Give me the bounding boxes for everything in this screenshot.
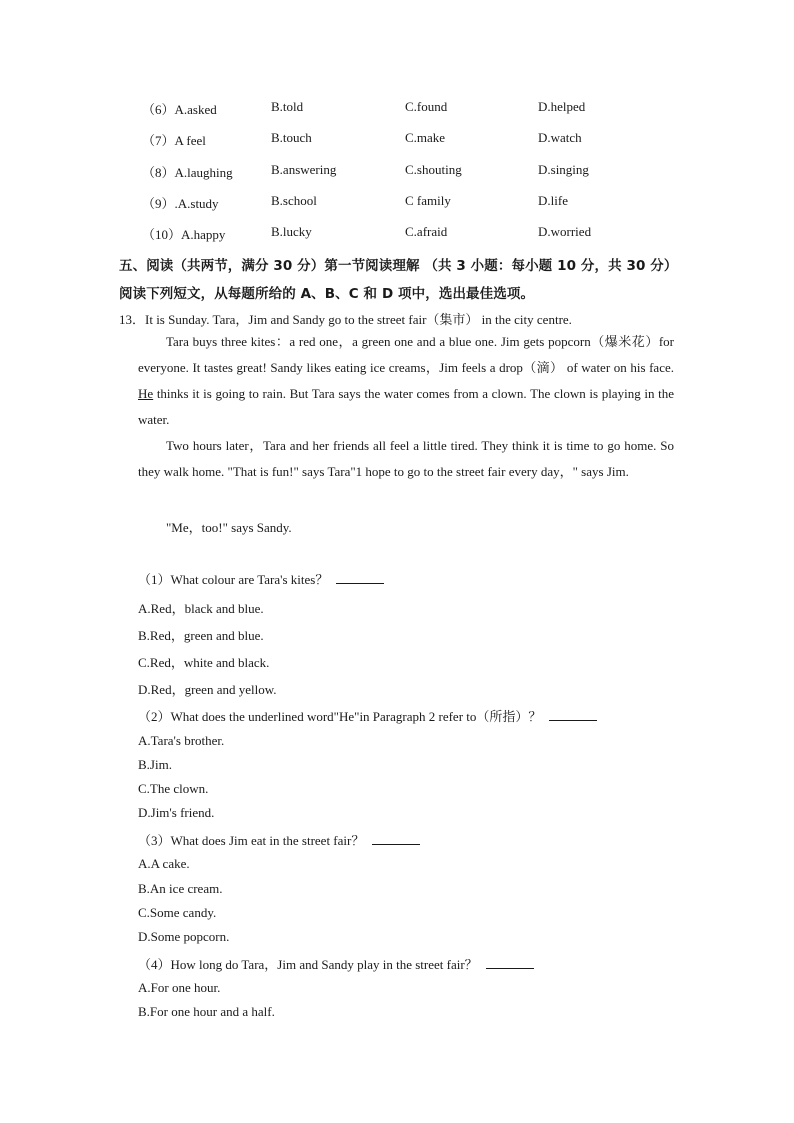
option-a: （9）.A.study: [142, 196, 219, 211]
question-text: （1）What colour are Tara's kites？: [138, 572, 329, 587]
section-instruction: 阅读下列短文，从每题所给的 A、B、C 和 D 项中，选出最佳选项。: [119, 286, 535, 302]
answer-option: A.For one hour.: [138, 980, 221, 995]
option-c: C family: [405, 193, 451, 208]
passage-paragraph: "Me，too!" says Sandy.: [166, 520, 292, 535]
option-c: C.afraid: [405, 224, 448, 239]
question-text: （4）How long do Tara，Jim and Sandy play in the street fair？: [138, 957, 478, 972]
underlined-word: He: [138, 386, 154, 401]
answer-option: D.Jim's friend.: [138, 805, 215, 820]
option-a: （6）A.asked: [142, 102, 217, 117]
answer-option: C.Some candy.: [138, 905, 217, 920]
option-b: B.touch: [271, 130, 312, 145]
option-b: B.school: [271, 193, 317, 208]
option-b: B.told: [271, 99, 304, 114]
option-a: （10）A.happy: [142, 227, 226, 242]
passage-paragraph: [138, 329, 674, 433]
passage-intro: 13．It is Sunday. Tara，Jim and Sandy go to the street fair（集市） in the city centre.: [119, 312, 572, 327]
passage-paragraph: Two hours later，Tara and her friends all feel a little tired. They think it is time to go home. So they walk home. "That is fun!" says Tara"1 hope to go to the street fair every day，" says Jim.: [138, 438, 674, 479]
option-d: D.watch: [538, 130, 582, 145]
question-1: [138, 569, 384, 588]
option-d: D.life: [538, 193, 568, 208]
answer-option: B.Red，green and blue.: [138, 628, 264, 643]
option-row: [0, 193, 794, 213]
paragraph-text: thinks it is going to rain. But Tara says the water comes from a clown. The clown is playing in the water.: [138, 386, 674, 427]
answer-option: D.Some popcorn.: [138, 929, 230, 944]
answer-blank[interactable]: [336, 573, 384, 584]
option-d: D.singing: [538, 162, 589, 177]
answer-blank[interactable]: [486, 958, 534, 969]
answer-option: D.Red，green and yellow.: [138, 682, 277, 697]
option-c: C.make: [405, 130, 446, 145]
question-text: （2）What does the underlined word"He"in Paragraph 2 refer to（所指）？: [138, 709, 542, 724]
option-a: （7）A feel: [142, 133, 206, 148]
option-d: D.worried: [538, 224, 592, 239]
option-row: [0, 162, 794, 182]
answer-option: A.Red，black and blue.: [138, 601, 264, 616]
option-b: B.lucky: [271, 224, 312, 239]
option-c: C.found: [405, 99, 448, 114]
answer-blank[interactable]: [549, 710, 597, 721]
question-2: [138, 706, 597, 725]
answer-option: A.Tara's brother.: [138, 733, 225, 748]
option-row: [0, 99, 794, 119]
question-4: [138, 954, 534, 973]
answer-option: A.A cake.: [138, 856, 190, 871]
option-a: （8）A.laughing: [142, 165, 233, 180]
option-b: B.answering: [271, 162, 337, 177]
option-c: C.shouting: [405, 162, 462, 177]
answer-blank[interactable]: [372, 834, 420, 845]
option-row: [0, 130, 794, 150]
answer-option: B.An ice cream.: [138, 881, 223, 896]
option-row: [0, 224, 794, 244]
answer-option: B.Jim.: [138, 757, 172, 772]
question-text: （3）What does Jim eat in the street fair？: [138, 833, 365, 848]
answer-option: C.Red，white and black.: [138, 655, 270, 670]
paragraph-text: Tara buys three kites：a red one，a green one and a blue one. Jim gets popcorn（爆米花）for everyone. It tastes great! Sandy likes eating ice creams，Jim feels a drop（滴） of water on his face.: [138, 334, 674, 375]
option-d: D.helped: [538, 99, 586, 114]
question-3: [138, 830, 420, 849]
answer-option: C.The clown.: [138, 781, 209, 796]
answer-option: B.For one hour and a half.: [138, 1004, 275, 1019]
section-heading: 五、阅读（共两节，满分 30 分）第一节阅读理解 （共 3 小题：每小题 10 分，共 30 分）: [119, 258, 678, 274]
